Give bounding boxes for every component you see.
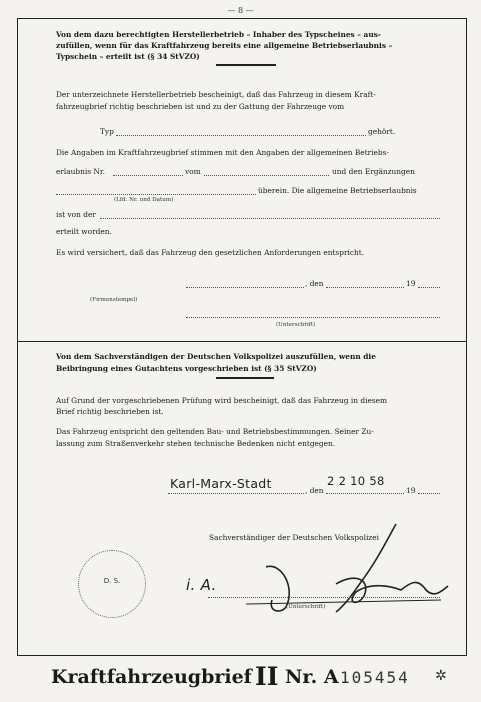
- section1-year-label: 19: [406, 279, 416, 288]
- section2-den-label: , den: [305, 486, 324, 495]
- typ-field[interactable]: [116, 135, 366, 136]
- document-title: Kraftfahrzeugbrief: [51, 666, 252, 688]
- section1-year-field[interactable]: [418, 287, 440, 288]
- erlaubnis-number-field[interactable]: [113, 175, 183, 176]
- section2-date-field[interactable]: [326, 493, 404, 494]
- section2-para1-line1: Auf Grund der vorgeschriebenen Prüfung wird bescheinigt, daß das Fahrzeug in diesem: [56, 396, 387, 405]
- expert-label: Sachverständiger der Deutschen Volkspolizei: [209, 533, 379, 542]
- page-number: — 8 —: [227, 6, 254, 15]
- section2-para1-line2: Brief richtig beschrieben ist.: [56, 407, 164, 416]
- star-ornament-icon: ✲: [435, 668, 447, 684]
- handwritten-date: 2 2 10 58: [327, 474, 385, 488]
- section2-signature-caption: (Unterschrift): [286, 604, 326, 610]
- form-frame: [17, 18, 467, 656]
- section2-heading-rule: [216, 377, 274, 379]
- section1-para1-line2: fahrzeugbrief richtig beschrieben ist und zu der Gattung der Fahrzeuge vom: [56, 102, 345, 111]
- ergaenzungen-label: und den Ergänzungen: [332, 167, 415, 176]
- section1-para2-line5: erteilt worden.: [56, 227, 112, 236]
- section1-signature-field[interactable]: [186, 317, 440, 318]
- section2-para2-line1: Das Fahrzeug entspricht den geltenden Bau- und Betriebsbestimmungen. Seiner Zu-: [56, 427, 374, 436]
- section2-year-label: 19: [406, 486, 416, 495]
- ergaenzungen-caption: (Lfd. Nr. und Datum): [114, 197, 174, 203]
- document-number: 105454: [340, 668, 410, 687]
- erlaubnis-label: erlaubnis Nr.: [56, 167, 105, 176]
- section1-heading-line3: Typschein – erteilt ist (§ 34 StVZO): [56, 52, 200, 61]
- section2-signature-field[interactable]: [208, 597, 440, 598]
- section2-heading-line1: Von dem Sachverständigen der Deutschen Volkspolizei auszufüllen, wenn die: [56, 352, 376, 361]
- official-stamp: [78, 550, 146, 618]
- handwritten-place: Karl-Marx-Stadt: [170, 476, 272, 491]
- section1-assurance: Es wird versichert, daß das Fahrzeug den gesetzlichen Anforderungen entspricht.: [56, 248, 365, 257]
- erteilt-von-label: ist von der: [56, 210, 96, 219]
- stamp-text: D. S.: [103, 577, 121, 585]
- document-number-label: Nr. A: [285, 666, 339, 688]
- section2-year-field[interactable]: [418, 493, 440, 494]
- section2-heading-line2: Beibringung eines Gutachtens vorgeschrieben ist (§ 35 StVZO): [56, 364, 317, 373]
- section1-para1-line1: Der unterzeichnete Herstellerbetrieb bescheinigt, daß das Fahrzeug in diesem Kraft-: [56, 90, 376, 99]
- erteilt-von-field[interactable]: [100, 218, 440, 219]
- manufacturer-section: [18, 19, 466, 342]
- section1-date-field[interactable]: [326, 287, 404, 288]
- section1-heading-line2: zufüllen, wenn für das Kraftfahrzeug bereits eine allgemeine Betriebserlaubnis –: [56, 41, 393, 50]
- section1-para2-line1: Die Angaben im Kraftfahrzeugbrief stimmen mit den Angaben der allgemeinen Betriebs-: [56, 148, 389, 157]
- erlaubnis-date-field[interactable]: [204, 175, 329, 176]
- firmenstempel-label: (Firmenstempel): [90, 297, 138, 303]
- document-part: II: [255, 662, 279, 691]
- section2-place-field[interactable]: [168, 493, 304, 494]
- section1-signature-caption: (Unterschrift): [276, 322, 316, 328]
- signature-prefix: i. A.: [186, 576, 217, 594]
- document-footer: [17, 660, 467, 694]
- section2-para2-line2: lassung zum Straßenverkehr stehen technische Bedenken nicht entgegen.: [56, 439, 336, 448]
- typ-suffix: gehört.: [368, 127, 396, 136]
- section1-heading-rule: [216, 64, 276, 66]
- expert-section: [18, 342, 466, 655]
- vom-label: vom: [185, 167, 201, 176]
- section1-den-label: , den: [305, 279, 324, 288]
- section1-place-field[interactable]: [186, 287, 304, 288]
- section1-para2-line3: überein. Die allgemeine Betriebserlaubnis: [258, 186, 417, 195]
- section1-heading-line1: Von dem dazu berechtigten Herstellerbetrieb – Inhaber des Typscheines – aus-: [56, 30, 381, 39]
- typ-label: Typ: [100, 127, 114, 136]
